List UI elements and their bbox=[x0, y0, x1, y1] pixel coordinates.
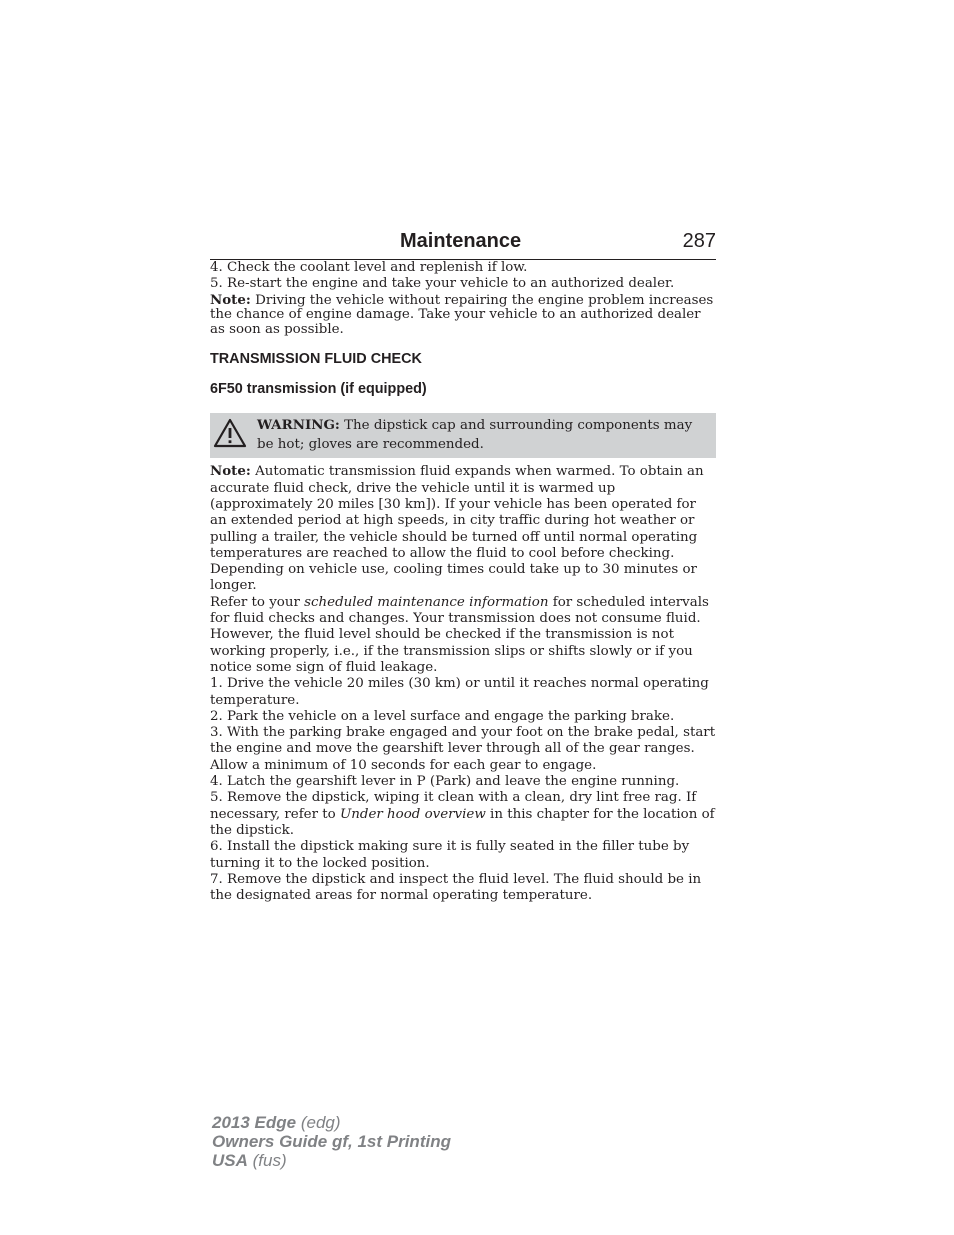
coolant-step: 4. Check the coolant level and replenish if low. bbox=[210, 260, 528, 275]
page-number: 287 bbox=[682, 230, 716, 252]
warning-triangle-icon bbox=[213, 418, 247, 448]
scheduled-maintenance-link[interactable]: scheduled maintenance information bbox=[304, 594, 549, 610]
manual-page bbox=[210, 228, 716, 904]
page-footer bbox=[212, 1113, 451, 1170]
warning-text: WARNING: The dipstick cap and surrounding components may be hot; gloves are recommended. bbox=[257, 417, 693, 453]
step-6: 6. Install the dipstick making sure it is fully seated in the filler tube by turning it to the locked position. bbox=[210, 839, 690, 871]
step-4: 4. Latch the gearshift lever in P (Park) and leave the engine running. bbox=[210, 774, 680, 790]
note-label: Note: bbox=[210, 291, 251, 308]
note-label: Note: bbox=[210, 463, 251, 480]
footer-region: USA (fus) bbox=[212, 1151, 287, 1170]
restart-step: 5. Re-start the engine and take your vehicle to an authorized dealer. bbox=[210, 276, 675, 292]
warning-label: WARNING: bbox=[257, 417, 340, 434]
step-5: 5. Remove the dipstick, wiping it clean with a clean, dry lint free rag. If necessary, refer to Under hood overview in this chapter for the location of the dipstick. bbox=[210, 790, 715, 838]
engine-note bbox=[210, 293, 716, 338]
step-2: 2. Park the vehicle on a level surface and engage the parking brake. bbox=[210, 708, 675, 724]
footer-model: 2013 Edge (edg) bbox=[212, 1113, 341, 1132]
section-title: Maintenance bbox=[400, 230, 522, 252]
footer-printing: Owners Guide gf, 1st Printing bbox=[212, 1132, 451, 1151]
refer-paragraph: Refer to your scheduled maintenance information for scheduled intervals for fluid checks and changes. Your transmission does not consume fluid. However, the fluid level should be checked if the transmission is not working properly, i.e., if the transmission slips or shifts slowly or if you notice some sign of fluid leakage. bbox=[210, 594, 709, 675]
subsection-heading: 6F50 transmission (if equipped) bbox=[210, 381, 427, 398]
page-header bbox=[210, 228, 716, 260]
warning-box bbox=[210, 413, 716, 458]
step-7: 7. Remove the dipstick and inspect the fluid level. The fluid should be in the designated areas for normal operating temperature. bbox=[210, 871, 702, 904]
note-text: Driving the vehicle without repairing the engine problem increases the chance of engine damage. Take your vehicle to an authorized dealer as soon as possible. bbox=[210, 292, 714, 337]
under-hood-overview-link[interactable]: Under hood overview bbox=[339, 806, 486, 822]
page-body bbox=[210, 260, 716, 904]
step-3: 3. With the parking brake engaged and your foot on the brake pedal, start the engine and move the gearshift lever through all of the gear ranges. Allow a minimum of 10 seconds for each gear to engage. bbox=[210, 725, 716, 773]
step-1: 1. Drive the vehicle 20 miles (30 km) or until it reaches normal operating temperature. bbox=[210, 676, 709, 708]
section-heading: TRANSMISSION FLUID CHECK bbox=[210, 351, 422, 368]
fluid-note: Note: Automatic transmission fluid expands when warmed. To obtain an accurate fluid check, drive the vehicle until it is warmed up (approximately 20 miles [30 km]). If your vehicle has been operated for an extended period at high speeds, in city traffic during hot weather or pulling a trailer, the vehicle should be turned off until normal operating temperatures are reached to allow the fluid to cool before checking. Depending on vehicle use, cooling times could take up to 30 minutes or longer. bbox=[210, 463, 704, 594]
